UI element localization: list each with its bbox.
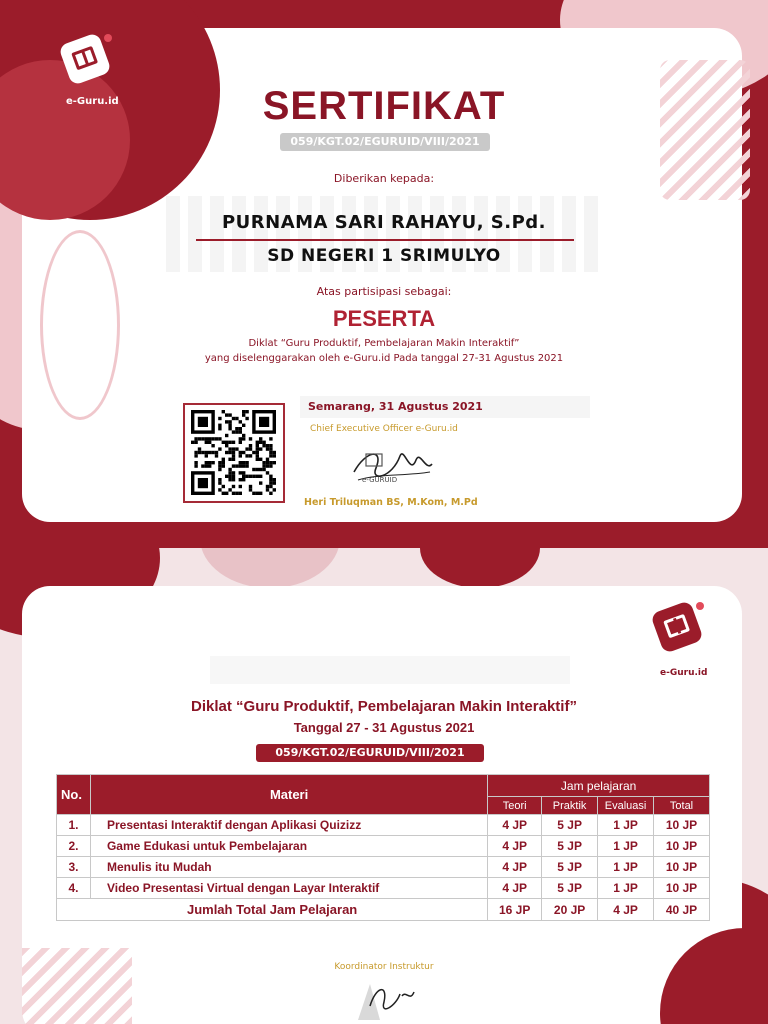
table-row bbox=[57, 815, 710, 836]
decor-blob bbox=[420, 548, 540, 588]
signer-name: Heri Triluqman BS, M.Kom, M.Pd bbox=[304, 497, 478, 508]
decor-blob bbox=[660, 60, 750, 200]
total-jp: 40 JP bbox=[654, 899, 710, 921]
table-row bbox=[57, 836, 710, 857]
decor-blob bbox=[200, 548, 340, 588]
row-materi: Video Presentasi Virtual dengan Layar Interaktif bbox=[90, 878, 487, 899]
signer-title: Chief Executive Officer e-Guru.id bbox=[310, 424, 458, 434]
row-materi: Game Edukasi untuk Pembelajaran bbox=[90, 836, 487, 857]
total-label: Jumlah Total Jam Pelajaran bbox=[57, 899, 488, 921]
participation-label: Atas partisipasi sebagai: bbox=[316, 285, 452, 298]
row-praktik: 5 JP bbox=[542, 836, 598, 857]
row-no: 4. bbox=[57, 878, 91, 899]
logo-dot-icon bbox=[104, 34, 112, 42]
total-row bbox=[57, 899, 710, 921]
row-materi: Menulis itu Mudah bbox=[90, 857, 487, 878]
header-evaluasi: Evaluasi bbox=[598, 797, 654, 815]
certificate-title: SERTIFIKAT bbox=[262, 84, 506, 128]
row-evaluasi: 1 JP bbox=[598, 836, 654, 857]
total-teori: 16 JP bbox=[488, 899, 542, 921]
redacted-band bbox=[210, 656, 570, 684]
given-to-label: Diberikan kepada: bbox=[333, 172, 435, 185]
header-teori: Teori bbox=[488, 797, 542, 815]
row-praktik: 5 JP bbox=[542, 815, 598, 836]
brand-name: e-Guru.id bbox=[66, 96, 119, 107]
brand-name: e-Guru.id bbox=[660, 668, 708, 678]
header-praktik: Praktik bbox=[542, 797, 598, 815]
role-label: PESERTA bbox=[332, 306, 436, 331]
row-praktik: 5 JP bbox=[542, 878, 598, 899]
coordinator-label: Koordinator Instruktur bbox=[334, 962, 434, 972]
row-no: 3. bbox=[57, 857, 91, 878]
total-evaluasi: 4 JP bbox=[598, 899, 654, 921]
total-praktik: 20 JP bbox=[542, 899, 598, 921]
decor-stripes bbox=[22, 948, 132, 1024]
row-total: 10 JP bbox=[654, 815, 710, 836]
certificate-number: 059/KGT.02/EGURUID/VIII/2021 bbox=[280, 133, 490, 151]
decor-blob bbox=[40, 230, 120, 420]
stamp-text: e-GURUID bbox=[362, 476, 398, 484]
row-teori: 4 JP bbox=[488, 857, 542, 878]
qr-code bbox=[183, 403, 285, 503]
header-total: Total bbox=[654, 797, 710, 815]
name-underline bbox=[196, 239, 574, 241]
schedule-date: Tanggal 27 - 31 Agustus 2021 bbox=[293, 720, 475, 735]
row-materi: Presentasi Interaktif dengan Aplikasi Quizizz bbox=[90, 815, 487, 836]
school-name: SD NEGERI 1 SRIMULYO bbox=[267, 246, 501, 266]
row-teori: 4 JP bbox=[488, 836, 542, 857]
row-total: 10 JP bbox=[654, 857, 710, 878]
header-jam: Jam pelajaran bbox=[488, 775, 710, 797]
table-row bbox=[57, 878, 710, 899]
signature-mark bbox=[346, 442, 436, 492]
row-teori: 4 JP bbox=[488, 878, 542, 899]
header-materi: Materi bbox=[90, 775, 487, 815]
description-line2: yang diselenggarakan oleh e-Guru.id Pada tanggal 27-31 Agustus 2021 bbox=[204, 353, 564, 364]
table-row bbox=[57, 857, 710, 878]
header-no: No. bbox=[57, 775, 91, 815]
place-date: Semarang, 31 Agustus 2021 bbox=[308, 400, 483, 413]
schedule-number: 059/KGT.02/EGURUID/VIII/2021 bbox=[256, 744, 484, 762]
row-praktik: 5 JP bbox=[542, 857, 598, 878]
schedule-page bbox=[0, 548, 768, 1024]
description-line1: Diklat “Guru Produktif, Pembelajaran Makin Interaktif” bbox=[248, 338, 520, 349]
row-evaluasi: 1 JP bbox=[598, 815, 654, 836]
row-no: 2. bbox=[57, 836, 91, 857]
row-total: 10 JP bbox=[654, 878, 710, 899]
row-total: 10 JP bbox=[654, 836, 710, 857]
logo-dot-icon bbox=[696, 602, 704, 610]
row-evaluasi: 1 JP bbox=[598, 878, 654, 899]
coordinator-signature bbox=[340, 976, 430, 1022]
row-teori: 4 JP bbox=[488, 815, 542, 836]
schedule-title: Diklat “Guru Produktif, Pembelajaran Makin Interaktif” bbox=[191, 698, 577, 715]
row-no: 1. bbox=[57, 815, 91, 836]
row-evaluasi: 1 JP bbox=[598, 857, 654, 878]
jp-table bbox=[56, 774, 710, 921]
recipient-name: PURNAMA SARI RAHAYU, S.Pd. bbox=[221, 212, 547, 233]
